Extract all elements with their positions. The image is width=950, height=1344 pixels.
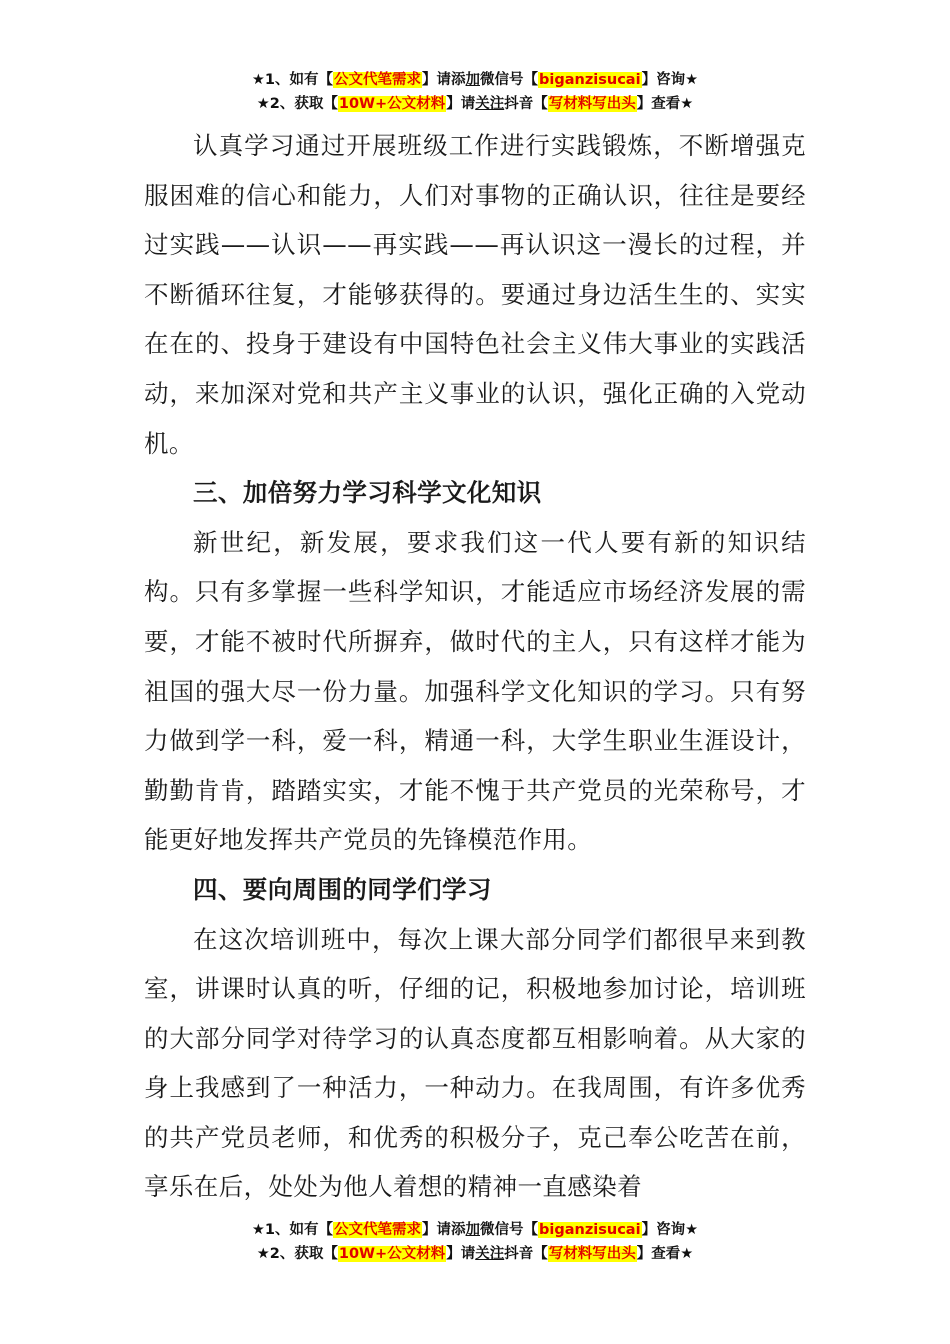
banner-text: 微信号【	[480, 72, 539, 88]
banner-text: 2、获取【	[269, 1246, 338, 1262]
star-icon: ★	[680, 96, 694, 112]
banner-text: 微信号【	[480, 1222, 539, 1238]
star-icon: ★	[685, 1222, 699, 1238]
highlight-douyin: 写材料写出头	[548, 1246, 636, 1262]
banner-line-2	[0, 1242, 950, 1266]
underlined-text: 关注	[475, 96, 505, 112]
underlined-text: 加	[465, 72, 481, 88]
star-icon: ★	[256, 1246, 270, 1262]
underlined-text: 加	[465, 1222, 481, 1238]
footer-banner	[0, 1218, 950, 1266]
banner-text: 1、如有【	[264, 72, 334, 88]
highlight-wechat-id: biganzisucai	[539, 1222, 641, 1238]
banner-text: 抖音【	[504, 1246, 548, 1262]
star-icon: ★	[256, 96, 270, 112]
banner-text: 】查看	[636, 96, 681, 112]
highlight-service: 公文代笔需求	[334, 72, 422, 88]
banner-text: 1、如有【	[264, 1222, 334, 1238]
paragraph: 在这次培训班中，每次上课大部分同学们都很早来到教室，讲课时认真的听，仔细的记，积极地参加讨论，培训班的大部分同学对待学习的认真态度都互相影响着。从大家的身上我感到了一种活力，一种动力。在我周围，有许多优秀的共产党员老师，和优秀的积极分子，克己奉公吃苦在前，享乐在后，处处为他人着想的精神一直感染着	[144, 924, 806, 1202]
highlight-materials: 10W+公文材料	[338, 96, 446, 112]
banner-text: 】请添	[422, 72, 466, 88]
banner-text: 】咨询	[641, 72, 686, 88]
highlight-service: 公文代笔需求	[334, 1222, 422, 1238]
document-body	[144, 121, 806, 1212]
banner-text: 2、获取【	[269, 96, 338, 112]
highlight-materials: 10W+公文材料	[338, 1246, 446, 1262]
banner-text: 】查看	[636, 1246, 681, 1262]
banner-text: 】请	[446, 96, 476, 112]
banner-text: 】请添	[422, 1222, 466, 1238]
banner-text: 】咨询	[641, 1222, 686, 1238]
star-icon: ★	[680, 1246, 694, 1262]
underlined-text: 关注	[475, 1246, 505, 1262]
section-heading: 三、加倍努力学习科学文化知识	[193, 478, 542, 508]
section-heading: 四、要向周围的同学们学习	[193, 874, 492, 904]
star-icon: ★	[251, 72, 265, 88]
banner-line-1	[0, 1218, 950, 1242]
banner-line-2	[0, 92, 950, 116]
paragraph: 新世纪，新发展，要求我们这一代人要有新的知识结构。只有多掌握一些科学知识，才能适应市场经济发展的需要，才能不被时代所摒弃，做时代的主人，只有这样才能为祖国的强大尽一份力量。加强科学文化知识的学习。只有努力做到学一科，爱一科，精通一科，大学生职业生涯设计，勤勤肯肯，踏踏实实，才能不愧于共产党员的光荣称号，才能更好地发挥共产党员的先锋模范作用。	[144, 527, 806, 855]
star-icon: ★	[685, 72, 699, 88]
banner-text: 】请	[446, 1246, 476, 1262]
banner-line-1	[0, 68, 950, 92]
star-icon: ★	[251, 1222, 265, 1238]
header-banner	[0, 68, 950, 116]
banner-text: 抖音【	[504, 96, 548, 112]
paragraph: 认真学习通过开展班级工作进行实践锻炼，不断增强克服困难的信心和能力，人们对事物的正确认识，往往是要经过实践——认识——再实践——再认识这一漫长的过程，并不断循环往复，才能够获得的。要通过身边活生生的、实实在在的、投身于建设有中国特色社会主义伟大事业的实践活动，来加深对党和共产主义事业的认识，强化正确的入党动机。	[144, 131, 806, 458]
highlight-douyin: 写材料写出头	[548, 96, 636, 112]
highlight-wechat-id: biganzisucai	[539, 72, 641, 88]
